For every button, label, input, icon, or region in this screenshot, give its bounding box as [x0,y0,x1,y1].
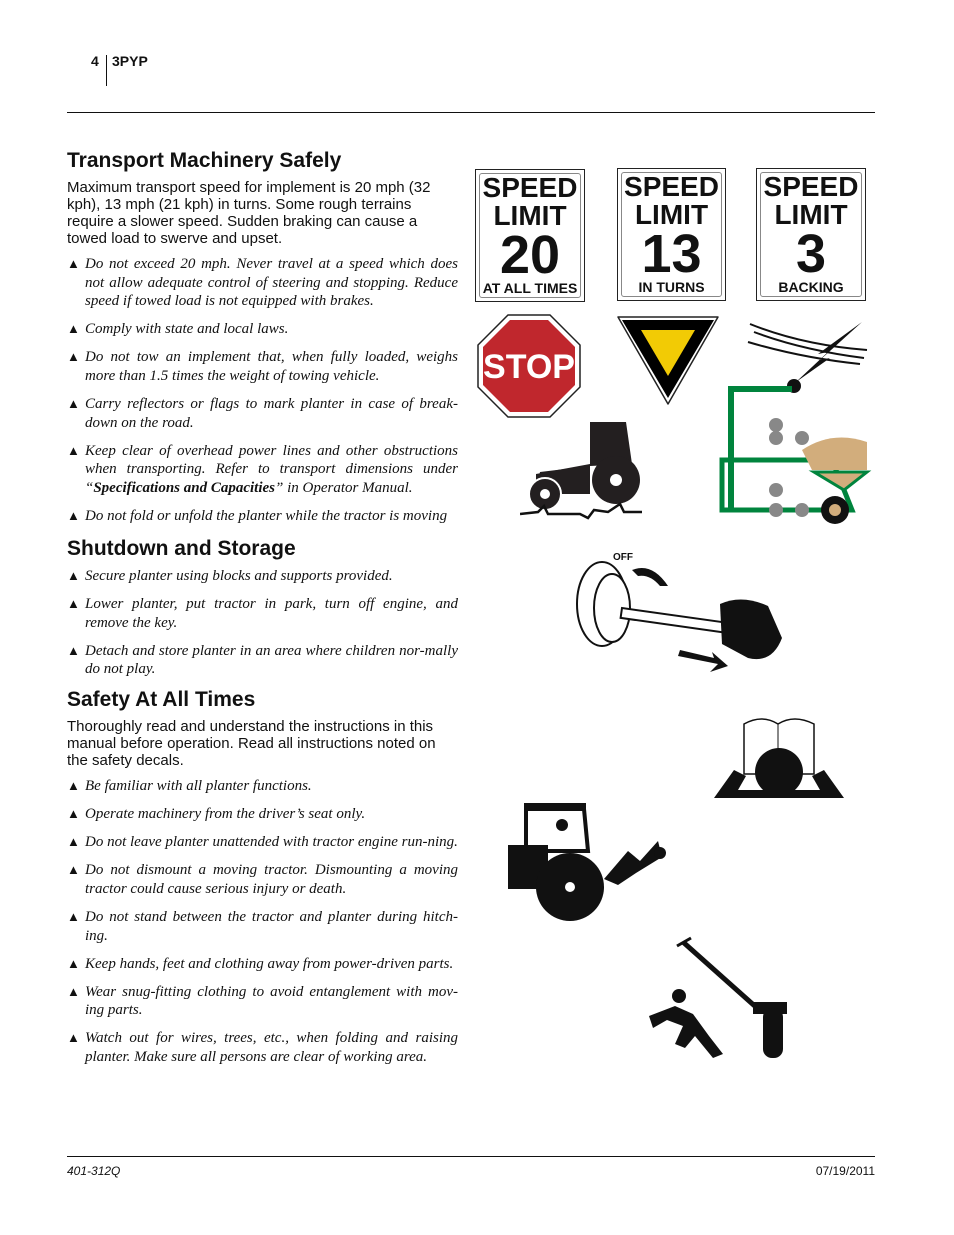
warning-triangle-icon: ▲ [67,908,80,924]
section-intro: Maximum transport speed for implement is 20 mph (32 kph), 13 mph (21 kph) in turns. Some rough terrains require a slower speed. Sudden braking can cause a towed load to swerve and upset. [67,179,431,247]
stop-sign-icon [477,314,581,418]
list-item: ▲ Do not exceed 20 mph. Never travel at a speed which does not allow adequate control of steering and stopping. Reduce speed if towed load is not equipped with brakes. [67,256,458,310]
warning-triangle-icon: ▲ [67,1030,80,1046]
doc-code: 3PYP [112,53,148,69]
doc-number: 401-312Q [67,1164,121,1178]
warning-triangle-icon: ▲ [67,349,80,365]
warning-triangle-icon: ▲ [67,508,80,524]
header-divider [106,55,107,86]
warning-triangle-icon: ▲ [67,256,80,271]
list-item: ▲ Lower planter, put tractor in park, turn off engine, and remove the key. [67,596,458,631]
section-safety [67,687,458,1076]
warning-triangle-icon: ▲ [67,862,80,878]
section-title: Transport Machinery Safely [67,149,342,172]
read-manual-icon [714,714,844,804]
list-item: ▲ Wear snug-fitting clothing to avoid entanglement with mov-ing parts. [67,983,458,1019]
warning-triangle-icon: ▲ [67,806,80,822]
power-line-hazard-icon [712,320,872,526]
list-item: ▲ Carry reflectors or flags to mark planter in case of break-down on the road. [67,396,458,431]
warning-triangle-icon: ▲ [67,321,80,337]
speed-limit-13-sign: SPEED LIMIT 13 IN TURNS [617,168,726,301]
section-title: Safety At All Times [67,688,256,711]
list-item: ▲ Comply with state and local laws. [67,321,289,338]
section-intro: Thoroughly read and understand the instructions in this manual before operation. Read all instructions noted on the safety decals. [67,718,436,769]
warning-triangle-icon: ▲ [67,568,80,583]
do-not-dismount-icon [508,801,670,925]
section-shutdown [67,536,458,688]
list-item: ▲ Keep clear of overhead power lines and other obstructions when transporting. Refer to transport dimensions under “Specifications and Capacities” in Operator Manual. [67,442,458,496]
section-transport [67,148,458,535]
warning-triangle-icon: ▲ [67,983,80,999]
warning-triangle-icon: ▲ [67,778,80,793]
warning-triangle-icon: ▲ [67,442,80,458]
warning-triangle-icon: ▲ [67,396,80,412]
list-item: ▲ Detach and store planter in an area where children nor-mally do not play. [67,642,458,678]
list-item: ▲ Do not fold or unfold the planter while the tractor is moving [67,508,448,525]
hitching-hazard-icon [645,936,791,1060]
list-item: ▲ Watch out for wires, trees, etc., when folding and raising planter. Make sure all persons are clear of working area. [67,1030,458,1066]
yield-sign-icon [615,314,721,406]
list-item: ▲ Do not stand between the tractor and planter during hitch-ing. [67,908,458,944]
list-item: ▲ Do not dismount a moving tractor. Dismounting a moving tractor could cause serious injury or death. [67,862,458,897]
speed-limit-3-sign: SPEED LIMIT 3 BACKING [756,168,866,301]
warning-triangle-icon: ▲ [67,955,80,971]
list-item: ▲ Do not tow an implement that, when fully loaded, weighs more than 1.5 times the weight of towing vehicle. [67,349,458,384]
list-item: ▲ Do not leave planter unattended with tractor engine run-ning. [67,834,458,851]
page-number: 4 [91,53,99,69]
header-rule [67,112,875,113]
list-item: ▲ Operate machinery from the driver’s seat only. [67,806,366,823]
manual-reference: Specifications and Capacities [93,479,276,496]
svg-text:STOP: STOP [483,348,575,386]
warning-triangle-icon: ▲ [67,642,80,658]
footer-rule [67,1156,875,1157]
tractor-rough-terrain-icon [520,418,645,522]
speed-limit-20-sign: SPEED LIMIT 20 AT ALL TIMES [475,169,585,302]
list-item: ▲ Secure planter using blocks and supports provided. [67,568,393,584]
remove-key-icon [572,548,784,676]
section-title: Shutdown and Storage [67,537,296,560]
warning-triangle-icon: ▲ [67,596,80,612]
warning-triangle-icon: ▲ [67,834,80,850]
svg-text:OFF: OFF [613,552,633,563]
list-item: ▲ Keep hands, feet and clothing away from power-driven parts. [67,955,454,972]
doc-date: 07/19/2011 [815,1164,875,1178]
list-item: ▲ Be familiar with all planter functions. [67,778,312,794]
